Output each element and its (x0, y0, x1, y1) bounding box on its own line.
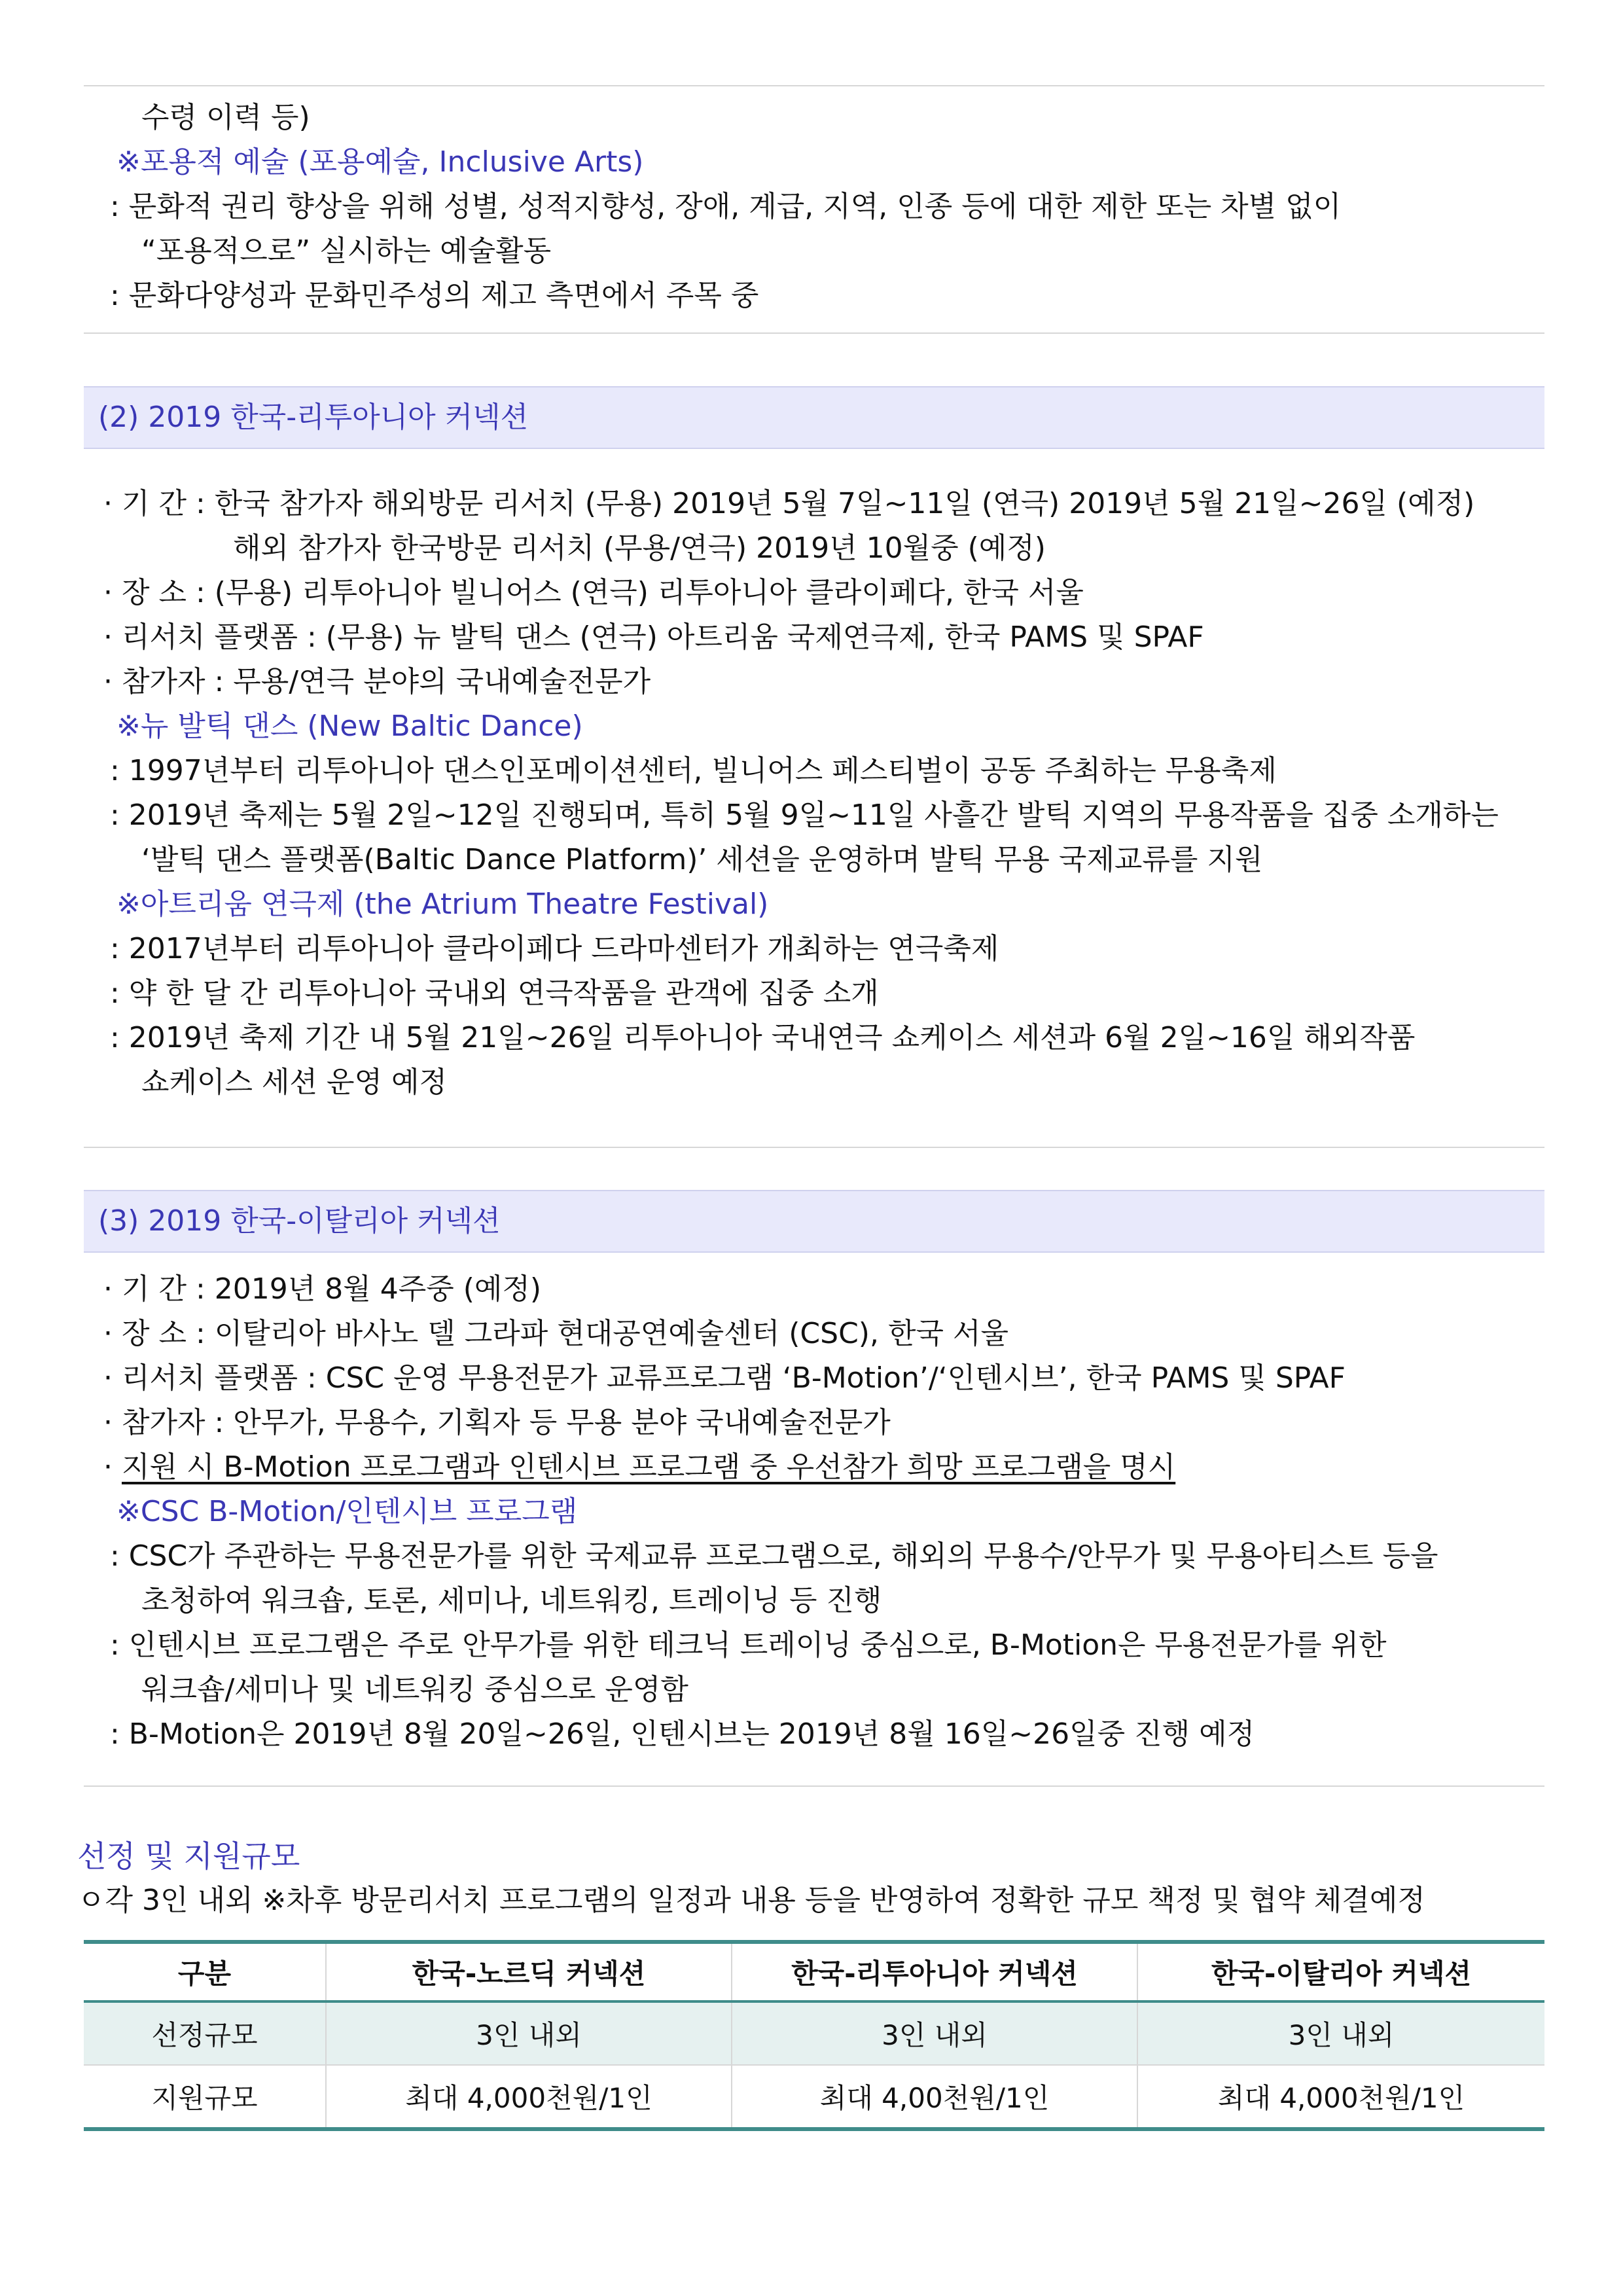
text-line: · 참가자 : 무용/연극 분야의 국내예술전문가 (103, 665, 651, 698)
table-header-cell: 한국-리투아니아 커넥션 (732, 1942, 1137, 2001)
table-header-cell: 한국-노르딕 커넥션 (326, 1942, 732, 2001)
note-title: ※뉴 발틱 댄스 (New Baltic Dance) (116, 709, 583, 743)
text-line: · 장 소 : (무용) 리투아니아 빌니어스 (연극) 리투아니아 클라이페다, 한국 서울 (103, 576, 1084, 609)
section-heading-text: (3) 2019 한국-이탈리아 커넥션 (98, 1204, 501, 1238)
section-heading-text: (2) 2019 한국-리투아니아 커넥션 (98, 401, 529, 434)
emphasis-line (103, 1448, 1175, 1487)
text-line: : 2017년부터 리투아니아 클라이페다 드라마센터가 개최하는 연극축제 (110, 932, 999, 965)
text-line: : 약 한 달 간 리투아니아 국내외 연극작품을 관객에 집중 소개 (110, 977, 879, 1010)
selection-description: ㅇ각 3인 내외 ※차후 방문리서치 프로그램의 일정과 내용 등을 반영하여 정확한 규모 책정 및 협약 체결예정 (77, 1884, 1425, 1917)
table-row (84, 2001, 1544, 2065)
text-line: 수령 이력 등) (141, 101, 310, 134)
support-scale-table (84, 1940, 1544, 2131)
text-line: 워크숍/세미나 및 네트워킹 중심으로 운영함 (141, 1673, 688, 1706)
text-line: · 기 간 : 2019년 8월 4주중 (예정) (103, 1272, 542, 1306)
text-line: : 문화다양성과 문화민주성의 제고 측면에서 주목 중 (110, 279, 759, 312)
text-line: 쇼케이스 세션 운영 예정 (141, 1066, 447, 1099)
divider (84, 85, 1544, 86)
text-line: ‘발틱 댄스 플랫폼(Baltic Dance Platform)’ 세션을 운영하며 발틱 무용 국제교류를 지원 (141, 843, 1263, 876)
table-header-row (84, 1942, 1544, 2001)
divider (84, 1785, 1544, 1787)
text-line: : 인텐시브 프로그램은 주로 안무가를 위한 테크닉 트레이닝 중심으로, B-Motion은 무용전문가를 위한 (110, 1628, 1387, 1662)
divider (84, 1147, 1544, 1148)
note-title: ※아트리움 연극제 (the Atrium Theatre Festival) (116, 888, 769, 921)
section-heading-lithuania (84, 386, 1544, 449)
text-line: · 리서치 플랫폼 : CSC 운영 무용전문가 교류프로그램 ‘B-Motion’/‘인텐시브’, 한국 PAMS 및 SPAF (103, 1361, 1346, 1395)
note-title: ※CSC B-Motion/인텐시브 프로그램 (116, 1495, 578, 1528)
text-line: · 기 간 : 한국 참가자 해외방문 리서치 (무용) 2019년 5월 7일~11일 (연극) 2019년 5월 21일~26일 (예정) (103, 487, 1475, 520)
divider (84, 332, 1544, 334)
text-line: : 2019년 축제는 5월 2일~12일 진행되며, 특히 5월 9일~11일 사흘간 발틱 지역의 무용작품을 집중 소개하는 (110, 798, 1499, 832)
text-line: · 참가자 : 안무가, 무용수, 기획자 등 무용 분야 국내예술전문가 (103, 1406, 891, 1439)
text-line: : 2019년 축제 기간 내 5월 21일~26일 리투아니아 국내연극 쇼케이스 세션과 6월 2일~16일 해외작품 (110, 1021, 1416, 1054)
text-line: · 리서치 플랫폼 : (무용) 뉴 발틱 댄스 (연극) 아트리움 국제연극제, 한국 PAMS 및 SPAF (103, 620, 1204, 654)
text-line: 해외 참가자 한국방문 리서치 (무용/연극) 2019년 10월중 (예정) (233, 531, 1046, 565)
table-row (84, 2065, 1544, 2129)
note-title: ※포용적 예술 (포용예술, Inclusive Arts) (116, 145, 644, 179)
table-cell: 최대 4,000천원/1인 (326, 2065, 732, 2129)
text-line: 초청하여 워크숍, 토론, 세미나, 네트워킹, 트레이닝 등 진행 (141, 1584, 882, 1617)
text-line: “포용적으로” 실시하는 예술활동 (141, 234, 552, 268)
table-cell: 선정규모 (84, 2001, 326, 2065)
text-line: : CSC가 주관하는 무용전문가를 위한 국제교류 프로그램으로, 해외의 무용수/안무가 및 무용아티스트 등을 (110, 1539, 1438, 1573)
table-cell: 3인 내외 (326, 2001, 732, 2065)
text-line: · 장 소 : 이탈리아 바사노 델 그라파 현대공연예술센터 (CSC), 한국 서울 (103, 1317, 1008, 1350)
table-header-cell: 구분 (84, 1942, 326, 2001)
table-header-cell: 한국-이탈리아 커넥션 (1137, 1942, 1544, 2001)
text-line: : 문화적 권리 향상을 위해 성별, 성적지향성, 장애, 계급, 지역, 인종 등에 대한 제한 또는 차별 없이 (110, 190, 1342, 223)
table-cell: 3인 내외 (732, 2001, 1137, 2065)
section-heading-italy (84, 1190, 1544, 1253)
selection-title: 선정 및 지원규모 (77, 1839, 300, 1874)
table-cell: 최대 4,00천원/1인 (732, 2065, 1137, 2129)
table-cell: 3인 내외 (1137, 2001, 1544, 2065)
bullet: · (103, 1450, 122, 1484)
text-line: : B-Motion은 2019년 8월 20일~26일, 인텐시브는 2019년 8월 16일~26일중 진행 예정 (110, 1717, 1255, 1751)
table-cell: 지원규모 (84, 2065, 326, 2129)
underlined-text: 지원 시 B-Motion 프로그램과 인텐시브 프로그램 중 우선참가 희망 프로그램을 명시 (121, 1450, 1176, 1484)
text-line: : 1997년부터 리투아니아 댄스인포메이션센터, 빌니어스 페스티벌이 공동 주최하는 무용축제 (110, 754, 1277, 787)
table-cell: 최대 4,000천원/1인 (1137, 2065, 1544, 2129)
